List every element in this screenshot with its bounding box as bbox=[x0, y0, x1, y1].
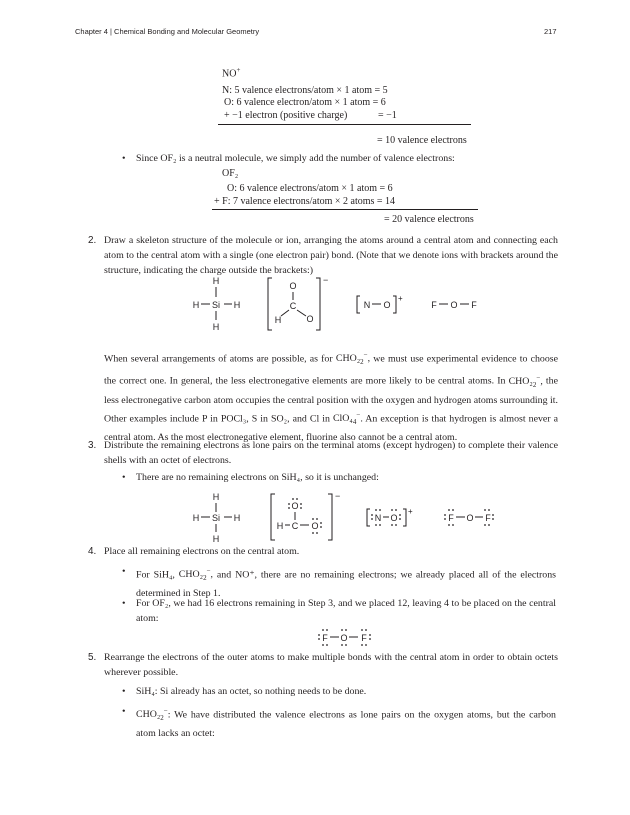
of2-skeleton bbox=[431, 300, 477, 310]
atom-o: O bbox=[291, 501, 299, 511]
atom-h: H bbox=[233, 513, 241, 523]
atom-o: O bbox=[466, 513, 474, 523]
atom-h: H bbox=[212, 322, 220, 332]
no-sum-rule bbox=[218, 124, 471, 125]
step2-number: 2. bbox=[88, 235, 97, 246]
atom-f: F bbox=[448, 513, 454, 523]
no-plus-formula: NO+ bbox=[222, 66, 241, 80]
atom-n: N bbox=[374, 513, 382, 523]
bullet-dot: • bbox=[122, 686, 126, 697]
charge-plus: + bbox=[398, 294, 403, 303]
step3-number: 3. bbox=[88, 440, 97, 451]
charge-minus: − bbox=[323, 275, 329, 285]
atom-h: H bbox=[212, 534, 220, 544]
step4-bullet1: For SiH₄, $CHO_2_2^-$, and NO⁺, there are no remaining electrons; we already placed all of the electrons determined in Step 1. bbox=[136, 567, 557, 600]
of2-o-line: O: 6 valence electrons/atom × 1 atom = 6 bbox=[227, 183, 393, 194]
of2-formula: OF₂ bbox=[222, 168, 239, 179]
sih4-structure bbox=[193, 492, 241, 544]
atom-si: Si bbox=[211, 300, 221, 310]
step4-number: 4. bbox=[88, 546, 97, 557]
atom-h: H bbox=[212, 276, 220, 286]
atom-o: O bbox=[311, 521, 319, 531]
step3-bullet-text: There are no remaining electrons on SiH₄, so it is unchanged: bbox=[136, 472, 379, 483]
atom-f: F bbox=[485, 513, 491, 523]
atom-c: C bbox=[289, 301, 297, 311]
atom-h: H bbox=[212, 492, 220, 502]
no-structure bbox=[367, 507, 413, 526]
no-n-line: N: 5 valence electrons/atom × 1 atom = 5 bbox=[222, 85, 388, 96]
atom-f: F bbox=[322, 633, 328, 643]
lone-pair-structures bbox=[180, 488, 510, 546]
of2-bullet-text: Since OF₂ is a neutral molecule, we simply add the number of valence electrons: bbox=[136, 153, 455, 164]
bullet-dot: • bbox=[122, 566, 126, 577]
step5-bullet2: $CHO_2_2^-$: We have distributed the valence electrons as lone pairs on the oxygen atoms, but the carbon atom lacks an octet: bbox=[136, 707, 556, 740]
of2-structure bbox=[444, 509, 494, 526]
of2-total: = 20 valence electrons bbox=[384, 214, 474, 225]
atom-o: O bbox=[383, 300, 391, 310]
atom-h: H bbox=[233, 300, 241, 310]
sih4-skeleton bbox=[193, 276, 241, 332]
of2-sum-rule bbox=[212, 209, 478, 210]
step3-text: Distribute the remaining electrons as lone pairs on the terminal atoms (except hydrogen) to complete their valence shells with an octet of electrons. bbox=[104, 440, 558, 466]
of2-central-structure bbox=[312, 626, 382, 648]
bullet-dot: • bbox=[122, 472, 126, 483]
atom-f: F bbox=[431, 300, 437, 310]
bullet-dot: • bbox=[122, 706, 126, 717]
atom-o: O bbox=[306, 314, 314, 324]
step2-text: Draw a skeleton structure of the molecule or ion, arranging the atoms around a central atom and connecting each atom to the central atom with a single (one electron pair) bond. (Note that we denote ions with brackets around the structure, indicating the charge outside the brackets:) bbox=[104, 235, 558, 276]
step5-number: 5. bbox=[88, 652, 97, 663]
step5-text: Rearrange the electrons of the outer atoms to make multiple bonds with the central atom in order to obtain octets wherever possible. bbox=[104, 652, 558, 678]
charge-plus: + bbox=[408, 507, 413, 516]
cho2-structure bbox=[271, 491, 340, 540]
no-electron-value: = −1 bbox=[378, 110, 397, 121]
step4-text: Place all remaining electrons on the central atom. bbox=[104, 546, 300, 557]
atom-h: H bbox=[192, 300, 200, 310]
atom-o: O bbox=[340, 633, 348, 643]
skeleton-structures bbox=[180, 272, 490, 334]
of2-f-line: + F: 7 valence electrons/atom × 2 atoms = 14 bbox=[214, 196, 396, 207]
atom-o: O bbox=[289, 281, 297, 291]
atom-c: C bbox=[291, 521, 299, 531]
atom-f: F bbox=[471, 300, 477, 310]
atom-o: O bbox=[390, 513, 398, 523]
atom-h: H bbox=[276, 521, 284, 531]
no-total: = 10 valence electrons bbox=[377, 135, 467, 146]
atom-si: Si bbox=[211, 513, 221, 523]
step2-paragraph: When several arrangements of atoms are possible, as for $CHO_2_2^-$, we must use experimental evidence to choose the correct one. In general, the less electronegative elements are more likely to be central atoms. In $CHO_2_2^-$, the less electronegative carbon atom occupies the central position with the oxygen and hydrogen atoms surrounding it. Other examples include P in POCl₃, S in SO₂, and Cl in $ClO_4_4^-$. An exception is that hydrogen is almost never a central atom. As the most electronegative element, fluorine also cannot be a central atom. bbox=[104, 351, 558, 443]
atom-h: H bbox=[192, 513, 200, 523]
page-number: 217 bbox=[544, 27, 557, 36]
atom-h: H bbox=[274, 315, 282, 325]
no-skeleton bbox=[357, 294, 403, 313]
charge-minus: − bbox=[335, 491, 341, 501]
no-electron-line: + −1 electron (positive charge) bbox=[224, 110, 348, 121]
atom-f: F bbox=[361, 633, 367, 643]
atom-o: O bbox=[450, 300, 458, 310]
chapter-header: Chapter 4 | Chemical Bonding and Molecular Geometry bbox=[75, 27, 260, 36]
bullet-dot: • bbox=[122, 153, 126, 164]
cho2-skeleton bbox=[268, 275, 328, 330]
atom-n: N bbox=[363, 300, 371, 310]
step4-bullet2: For OF₂, we had 16 electrons remaining in Step 3, and we placed 12, leaving 4 to be placed on the central atom: bbox=[136, 598, 556, 624]
no-o-line: O: 6 valence electron/atom × 1 atom = 6 bbox=[224, 97, 386, 108]
step5-bullet1: SiH₄: Si already has an octet, so nothing needs to be done. bbox=[136, 686, 367, 697]
bullet-dot: • bbox=[122, 598, 126, 609]
